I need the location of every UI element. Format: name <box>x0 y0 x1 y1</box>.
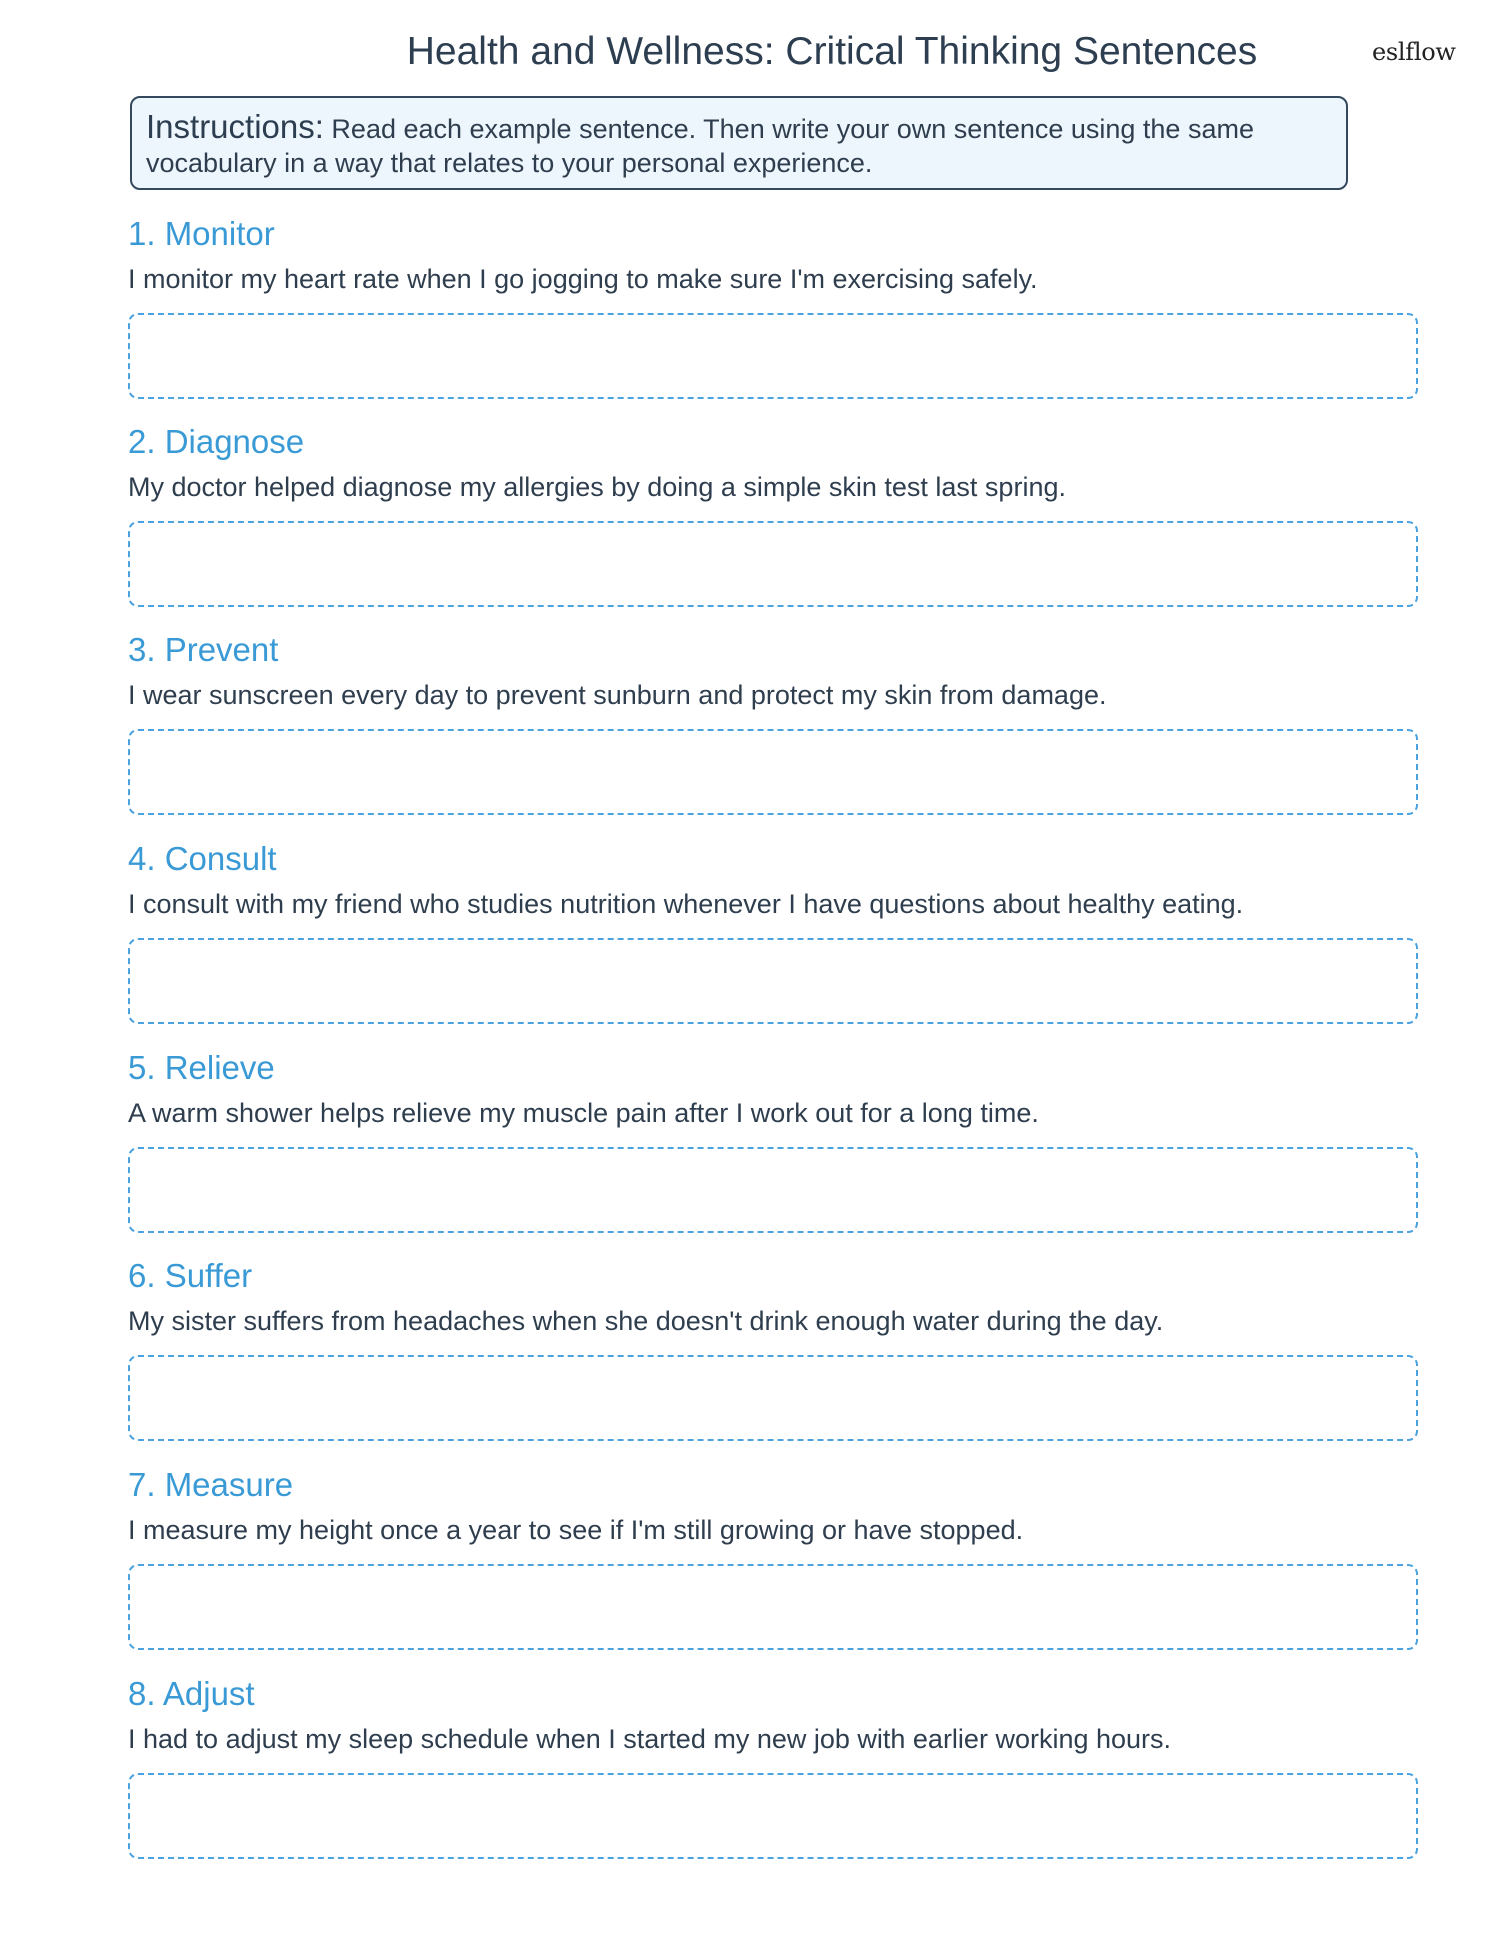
answer-box[interactable] <box>128 313 1418 399</box>
item-heading: 2. Diagnose <box>128 423 305 460</box>
exercise-item-consult <box>128 839 1418 919</box>
instructions-box <box>130 96 1348 190</box>
answer-box[interactable] <box>128 1773 1418 1859</box>
instructions-label: Instructions: <box>146 108 324 145</box>
item-heading: 5. Relieve <box>128 1049 275 1086</box>
answer-box[interactable] <box>128 1147 1418 1233</box>
answer-box[interactable] <box>128 729 1418 815</box>
example-sentence: I measure my height once a year to see if I'm still growing or have stopped. <box>128 1515 1024 1545</box>
item-heading: 6. Suffer <box>128 1257 253 1294</box>
example-sentence: I wear sunscreen every day to prevent sunburn and protect my skin from damage. <box>128 680 1107 710</box>
exercise-item-diagnose <box>128 422 1418 502</box>
item-heading: 7. Measure <box>128 1466 294 1503</box>
example-sentence: My sister suffers from headaches when she doesn't drink enough water during the day. <box>128 1306 1164 1336</box>
exercise-item-measure <box>128 1465 1418 1545</box>
example-sentence: A warm shower helps relieve my muscle pain after I work out for a long time. <box>128 1098 1039 1128</box>
item-heading: 3. Prevent <box>128 631 279 668</box>
example-sentence: I monitor my heart rate when I go jogging to make sure I'm exercising safely. <box>128 264 1038 294</box>
page-title: Health and Wellness: Critical Thinking Sentences <box>406 30 1258 73</box>
item-heading: 8. Adjust <box>128 1675 255 1712</box>
example-sentence: My doctor helped diagnose my allergies by doing a simple skin test last spring. <box>128 472 1066 502</box>
item-heading: 4. Consult <box>128 840 277 877</box>
brand-logo: eslflow <box>1372 38 1456 66</box>
item-heading: 1. Monitor <box>128 215 275 252</box>
instructions-text: Read each example sentence. Then write your own sentence using the same vocabulary in a way that relates to your personal experience. <box>146 114 1254 178</box>
example-sentence: I consult with my friend who studies nutrition whenever I have questions about healthy eating. <box>128 889 1244 919</box>
exercise-item-suffer <box>128 1256 1418 1336</box>
answer-box[interactable] <box>128 521 1418 607</box>
exercise-item-adjust <box>128 1674 1418 1754</box>
exercise-item-relieve <box>128 1048 1418 1128</box>
answer-box[interactable] <box>128 1355 1418 1441</box>
exercise-item-monitor <box>128 214 1418 294</box>
answer-box[interactable] <box>128 1564 1418 1650</box>
example-sentence: I had to adjust my sleep schedule when I started my new job with earlier working hours. <box>128 1724 1172 1754</box>
answer-box[interactable] <box>128 938 1418 1024</box>
exercise-item-prevent <box>128 630 1418 710</box>
